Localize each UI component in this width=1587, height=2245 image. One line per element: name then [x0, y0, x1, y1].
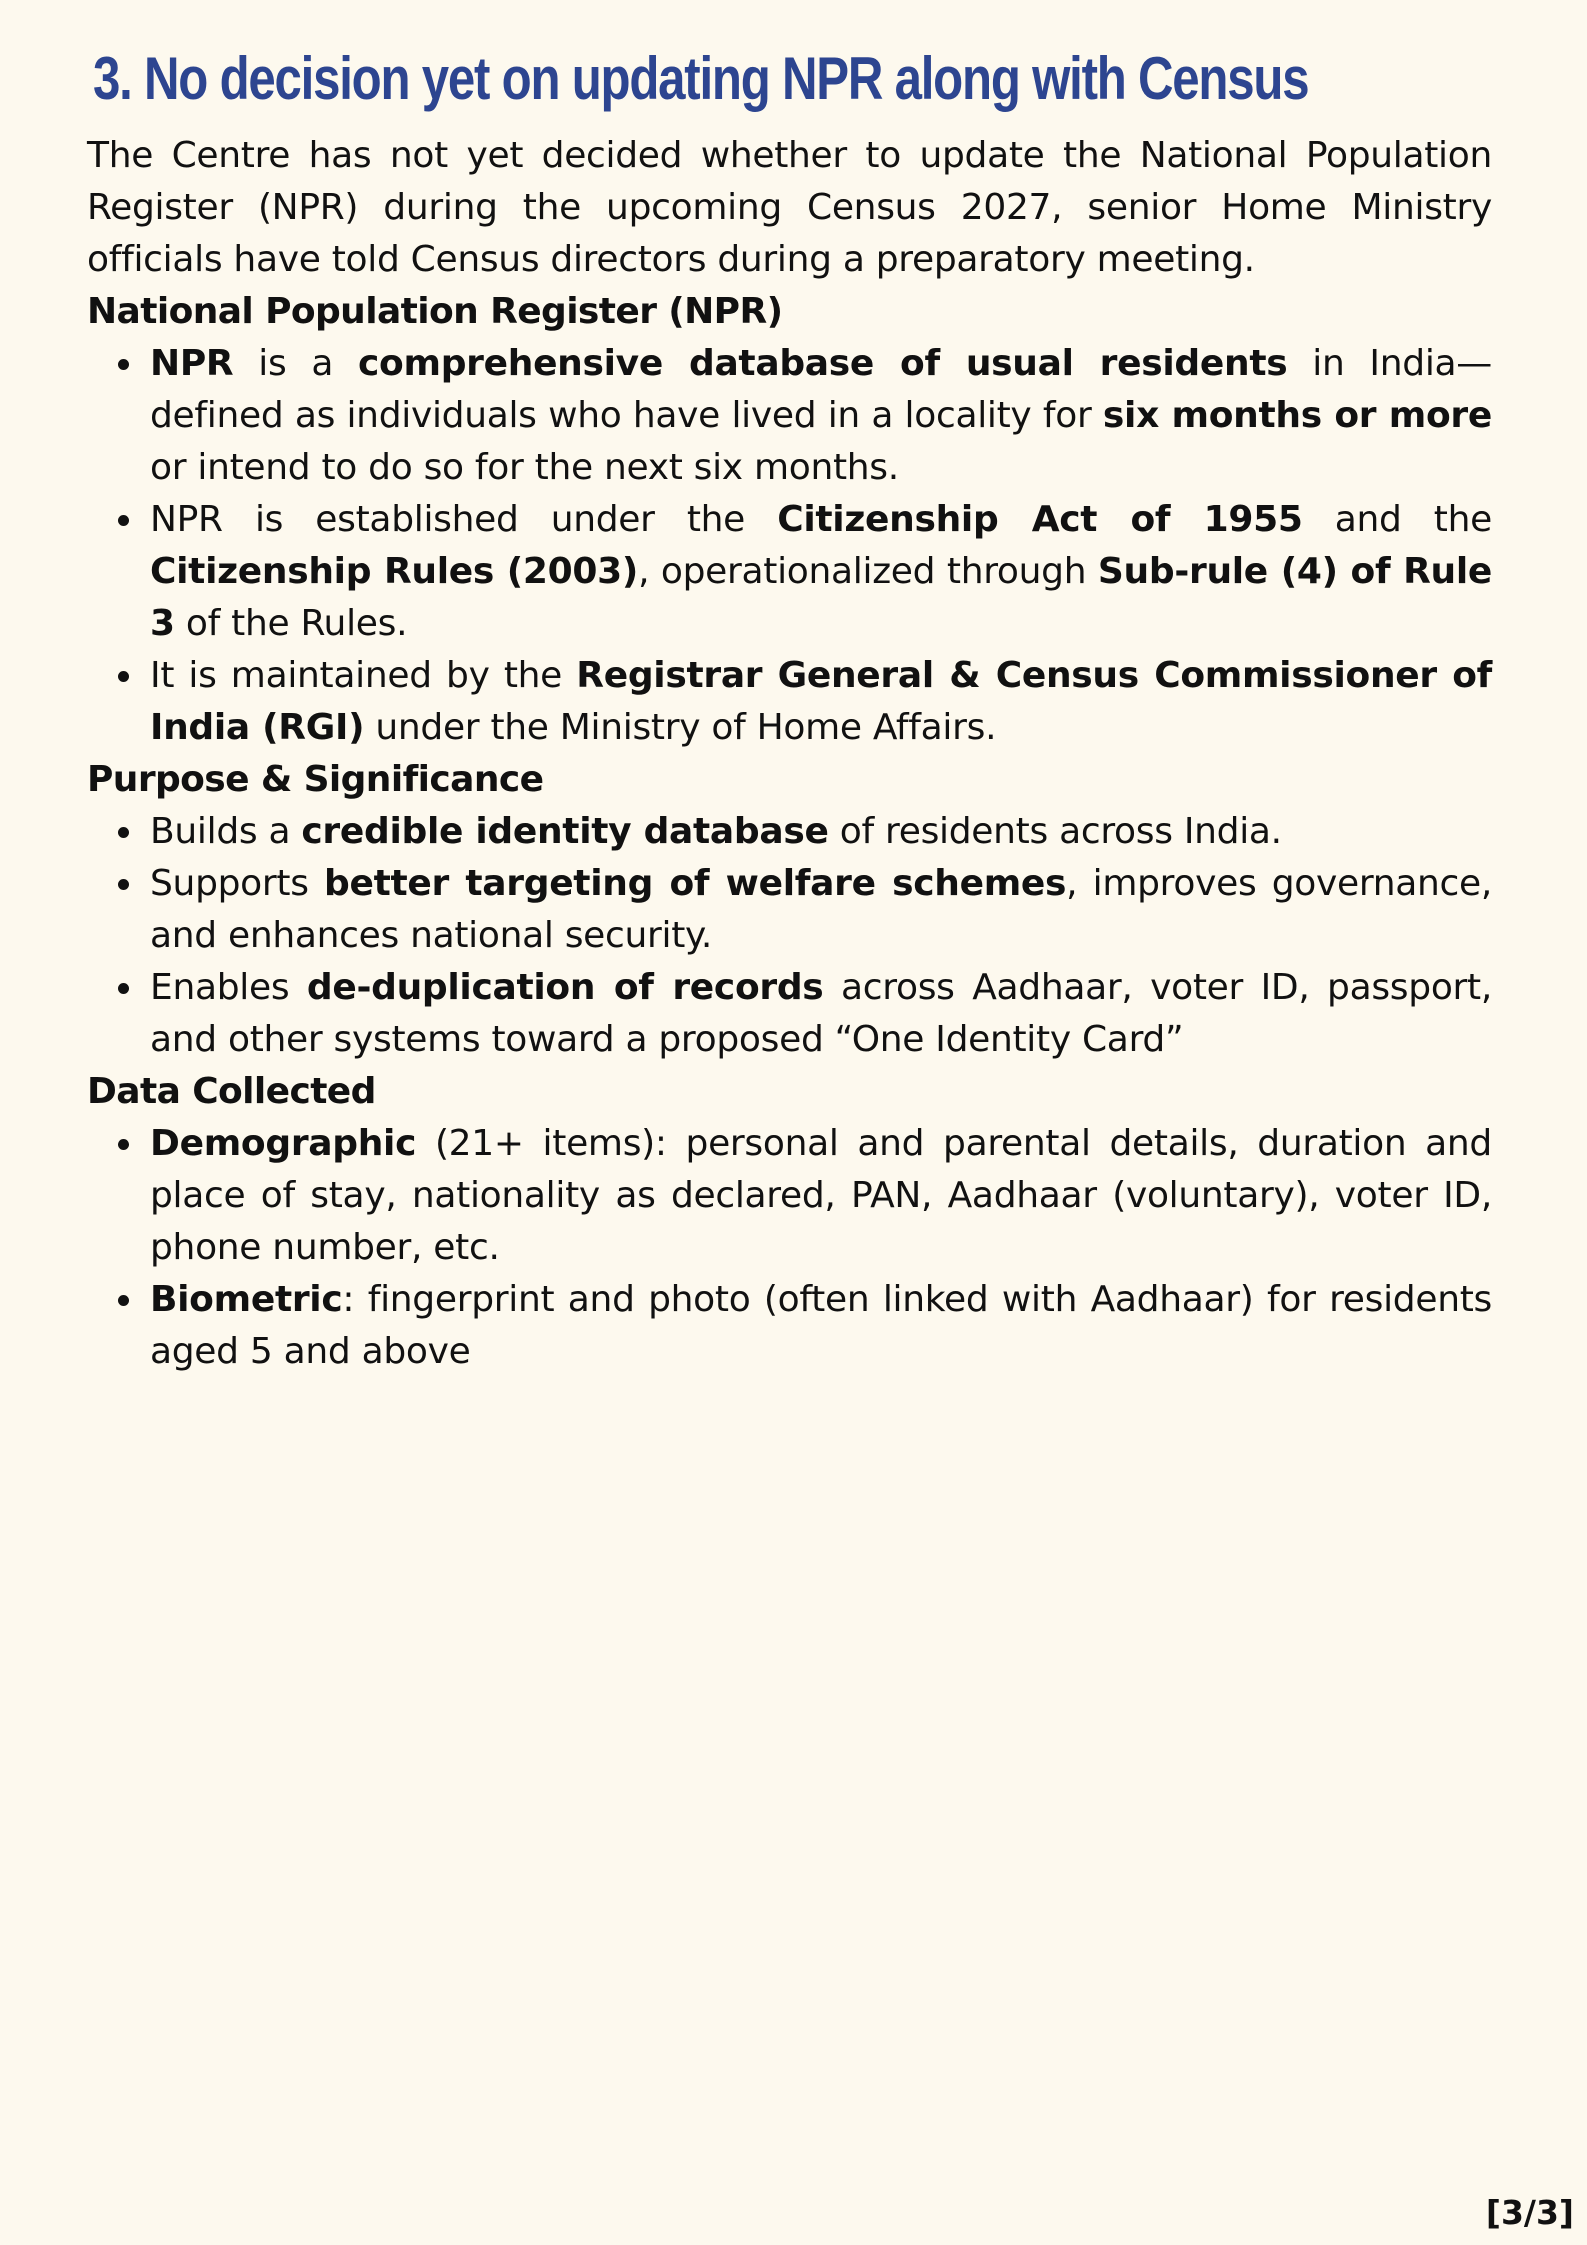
bold-text: six months or more	[1102, 395, 1492, 436]
text-segment: Builds a	[150, 811, 302, 852]
bold-text: credible identity database	[301, 811, 829, 852]
intro-paragraph: The Centre has not yet decided whether to update the National Population Register (NPR) during the upcoming Census 2027, senior Home Ministry officials have told Census directors during a preparatory meeting.	[87, 135, 1492, 280]
text-segment: , improves governance, and enhances national security.	[150, 863, 1492, 956]
text-segment: (21+ items): personal and parental details, duration and place of stay, nationality as declared, PAN, Aadhaar (voluntary), voter ID, phone number, etc.	[150, 1123, 1492, 1268]
bold-text: Citizenship Rules (2003)	[150, 551, 639, 592]
page-number: [3/3]	[1485, 2193, 1574, 2232]
text-segment: , operationalized through	[638, 551, 1098, 592]
bullet-icon	[118, 671, 129, 682]
bold-text: Demographic	[150, 1123, 417, 1164]
text-segment: is a	[233, 343, 359, 384]
bullet-icon	[118, 1139, 129, 1150]
section-heading: Purpose & Significance	[87, 759, 544, 800]
text-segment: and the	[1302, 499, 1492, 540]
list-item	[87, 650, 1492, 754]
section-heading: National Population Register (NPR)	[87, 291, 783, 332]
list-item	[87, 858, 1492, 962]
list-item	[87, 1118, 1492, 1274]
text-segment: or intend to do so for the next six months.	[150, 447, 899, 488]
page-title: 3. No decision yet on updating NPR along with Census	[93, 45, 1309, 112]
bold-text: NPR	[150, 343, 234, 384]
bullet-icon	[118, 1295, 129, 1306]
bullet-icon	[118, 879, 129, 890]
bold-text: Registrar General & Census Commissioner of India (RGI)	[150, 655, 1492, 748]
bold-text: Citizenship Act of 1955	[777, 499, 1303, 540]
bold-text: better targeting of welfare schemes	[323, 863, 1067, 904]
list-item	[87, 962, 1492, 1066]
text-segment: in India—defined as individuals who have lived in a locality for	[150, 343, 1492, 436]
text-segment: Enables	[150, 967, 307, 1008]
list-item	[87, 494, 1492, 650]
bullet-icon	[118, 515, 129, 526]
text-segment: Supports	[150, 863, 324, 904]
bullet-list	[87, 338, 1492, 754]
list-item	[87, 806, 1492, 858]
text-segment: : fingerprint and photo (often linked with Aadhaar) for residents aged 5 and above	[150, 1279, 1492, 1372]
section-heading: Data Collected	[87, 1071, 376, 1112]
text-segment: NPR is established under the	[150, 499, 778, 540]
bullet-icon	[118, 359, 129, 370]
sections-container	[87, 286, 1492, 1378]
bold-text: Sub-rule (4) of Rule 3	[150, 551, 1493, 644]
bold-text: Biometric	[150, 1279, 343, 1320]
text-segment: of the Rules.	[174, 603, 408, 644]
bold-text: de-duplication of records	[306, 967, 824, 1008]
list-item	[87, 338, 1492, 494]
list-item	[87, 1274, 1492, 1378]
bullet-icon	[118, 983, 129, 994]
text-segment: under the Ministry of Home Affairs.	[364, 707, 997, 748]
text-segment: across Aadhaar, voter ID, passport, and other systems toward a proposed “One Identity Card”	[150, 967, 1492, 1060]
bullet-icon	[118, 827, 129, 838]
text-segment: of residents across India.	[828, 811, 1282, 852]
text-segment: It is maintained by the	[150, 655, 577, 696]
bold-text: comprehensive database of usual residents	[358, 343, 1288, 384]
bullet-list	[87, 1118, 1492, 1378]
document-page	[87, 40, 1492, 1378]
bullet-list	[87, 806, 1492, 1066]
